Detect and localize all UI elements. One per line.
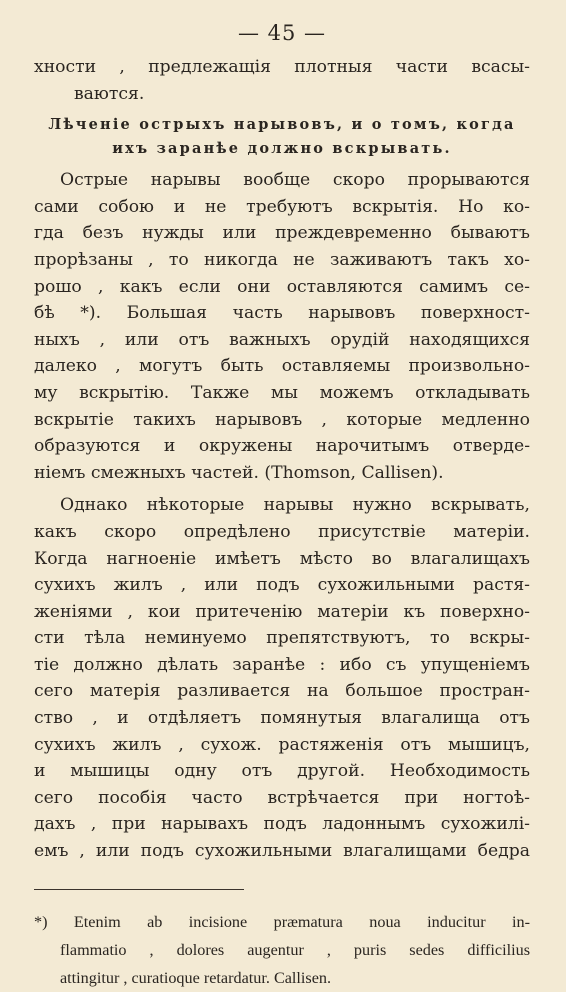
footnote [34,908,530,992]
text-line: Однако нѣкоторые нарывы нужно вскрывать, [60,495,530,516]
text-line: сами собою и не требуютъ вскрытія. Но ко- [34,196,530,217]
text-line: образуются и окружены нарочитымъ отверде- [34,436,530,457]
text-line: хности , предлежащія плотныя части всасы- [34,57,530,77]
footnote-divider [34,889,244,890]
text-line: Когда нагноеніе имѣетъ мѣсто во влагалищахъ [34,548,530,569]
page-number: — 45 — [237,21,327,45]
text-line: бѣ *). Большая часть нарывовъ поверхност- [34,303,530,324]
footnote-line: *) Etenim ab incisione præmatura noua inducitur in- [34,912,530,931]
text-line: ныхъ , или отъ важныхъ орудій находящихся [34,329,530,350]
text-line: ніемъ смежныхъ частей. (Thomson, Callisen). [34,462,444,483]
text-line: дахъ , при нарывахъ подъ ладоннымъ сухожилі- [34,814,530,835]
text-line: рошо , какъ если они оставляются самимъ се- [34,276,530,297]
text-line: Острые нарывы вообще скоро прорываются [60,170,530,191]
text-line: сего пособія часто встрѣчается при ногтоѣ- [34,787,530,808]
text-line: прорѣзаны , то никогда не заживаютъ такъ хо- [34,249,530,270]
paragraph-early-opening [34,492,530,864]
text-line: сего матерія разливается на большое простран- [34,681,530,702]
text-line: женіями , кои притеченію матеріи къ поверхно- [34,601,530,622]
text-line: емъ , или подъ сухожильными влагалищами бедра [34,841,530,862]
intro-text [34,54,530,107]
heading-line: ихъ заранѣе должно вскрывать. [112,140,452,158]
heading-line: Лѣченіе острыхъ нарывовъ, и о томъ, когда [48,116,516,134]
text-line: тіе должно дѣлать заранѣе : ибо съ упущеніемъ [34,654,530,675]
text-line: какъ скоро опредѣлено присутствіе матеріи. [34,521,530,542]
text-line: сухихъ жилъ , сухож. растяженія отъ мышицъ, [34,734,530,755]
text-line: гда безъ нужды или преждевременно бываютъ [34,223,530,244]
section-heading [34,113,530,161]
text-line: сухихъ жилъ , или подъ сухожильными растя- [34,575,530,596]
text-line: далеко , могутъ быть оставляемы произвольно- [34,356,530,377]
text-line: ваются. [74,83,145,104]
text-line: и мышицы одну отъ другой. Необходимость [34,761,530,782]
text-line: ство , и отдѣляетъ помянутыя влагалища отъ [34,708,530,729]
paragraph-acute-abscesses [34,167,530,486]
footnote-line: flammatio , dolores augentur , puris sedes difficilius [60,940,530,959]
text-line: му вскрытію. Также мы можемъ откладывать [34,382,530,403]
footnote-line: attingitur , curatioque retardatur. Callisen. [60,968,332,987]
text-line: вскрытіе такихъ нарывовъ , которые медленно [34,409,530,430]
text-line: сти тѣла неминуемо препятствуютъ, то вскры- [34,628,530,649]
